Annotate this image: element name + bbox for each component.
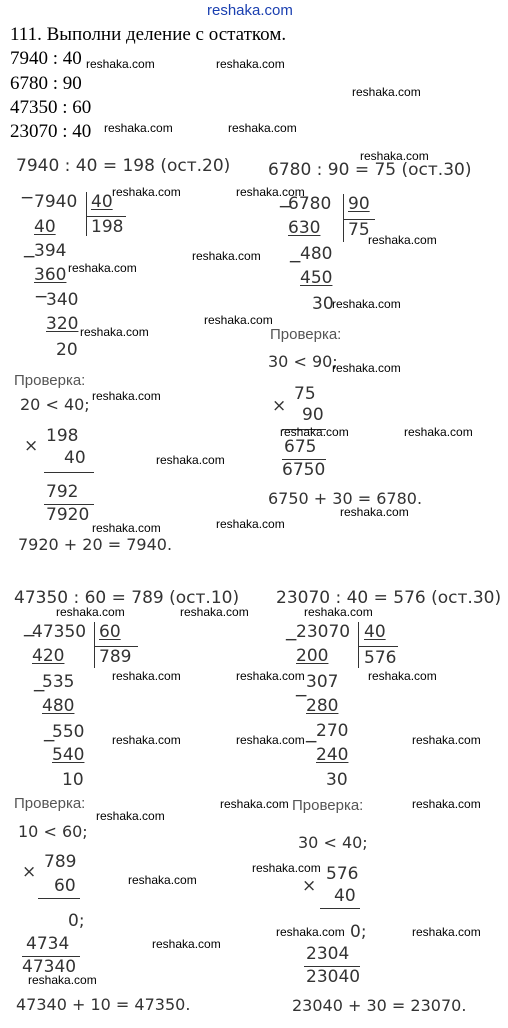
- division-bracket-vertical: [343, 194, 344, 242]
- partial-product: 675: [284, 437, 317, 457]
- step: 480: [300, 244, 333, 264]
- step: 360: [34, 265, 67, 285]
- solution-header: 7940 : 40 = 198 (ост.20): [16, 156, 231, 176]
- task-expr-3: 47350 : 60: [10, 97, 92, 118]
- product: 47340: [22, 957, 77, 977]
- remainder: 30: [326, 770, 348, 790]
- remainder-compare: 20 < 40;: [20, 395, 90, 414]
- step: 535: [42, 672, 75, 692]
- step: 550: [52, 722, 85, 742]
- minus-sign: −: [288, 252, 303, 272]
- watermark: reshaka.com: [368, 233, 437, 247]
- check-final: 47340 + 10 = 47350.: [16, 995, 191, 1014]
- check-label: Проверка:: [292, 797, 364, 814]
- quotient: 198: [91, 217, 124, 237]
- step: 280: [306, 696, 339, 716]
- step: 394: [34, 241, 67, 261]
- watermark: reshaka.com: [360, 149, 429, 163]
- product: 6750: [282, 460, 326, 480]
- watermark: reshaka.com: [192, 249, 261, 263]
- minus-sign: −: [42, 731, 57, 751]
- check-final: 7920 + 20 = 7940.: [18, 535, 173, 554]
- watermark: reshaka.com: [92, 389, 161, 403]
- division-bracket-vertical: [86, 192, 87, 236]
- quotient: 576: [364, 648, 397, 668]
- step: 200: [296, 646, 329, 666]
- watermark: reshaka.com: [96, 809, 165, 823]
- division-bracket-vertical: [94, 622, 95, 668]
- watermark: reshaka.com: [352, 85, 421, 99]
- times-sign: ×: [24, 436, 39, 456]
- watermark: reshaka.com: [216, 57, 285, 71]
- watermark: reshaka.com: [404, 425, 473, 439]
- times-sign: ×: [302, 876, 317, 896]
- times-sign: ×: [272, 396, 287, 416]
- product-line: [320, 908, 360, 909]
- watermark: reshaka.com: [304, 605, 373, 619]
- watermark: reshaka.com: [180, 605, 249, 619]
- check-label: Проверка:: [14, 795, 86, 812]
- divisor: 40: [364, 622, 386, 642]
- watermark: reshaka.com: [332, 361, 401, 375]
- watermark: reshaka.com: [112, 669, 181, 683]
- partial-product: 4734: [26, 934, 70, 954]
- watermark: reshaka.com: [156, 453, 225, 467]
- step: 270: [316, 721, 349, 741]
- watermark: reshaka.com: [236, 669, 305, 683]
- dividend: 47350: [32, 622, 87, 642]
- watermark: reshaka.com: [340, 505, 409, 519]
- dividend: 23070: [296, 622, 351, 642]
- product: 23040: [306, 967, 361, 987]
- watermark: reshaka.com: [56, 605, 125, 619]
- step: 240: [316, 745, 349, 765]
- watermark: reshaka.com: [236, 185, 305, 199]
- watermark: reshaka.com: [152, 937, 221, 951]
- quotient: 789: [99, 647, 132, 667]
- check-final: 6750 + 30 = 6780.: [268, 489, 423, 508]
- task-expr-2: 6780 : 90: [10, 73, 82, 94]
- remainder: 30: [312, 294, 334, 314]
- step: 340: [46, 290, 79, 310]
- watermark: reshaka.com: [280, 425, 349, 439]
- multiplier: 60: [54, 876, 76, 896]
- divisor: 90: [348, 194, 370, 214]
- remainder-compare: 30 < 90;: [268, 352, 338, 371]
- division-bracket-vertical: [358, 622, 359, 668]
- dividend: 7940: [34, 192, 78, 212]
- step: 480: [42, 696, 75, 716]
- division-bracket-horizontal: [358, 646, 398, 647]
- watermark: reshaka.com: [86, 57, 155, 71]
- minus-sign: −: [284, 630, 299, 650]
- watermark: reshaka.com: [216, 517, 285, 531]
- divisor: 60: [99, 622, 121, 642]
- solution-header: 47350 : 60 = 789 (ост.10): [14, 588, 240, 608]
- step: 40: [34, 217, 56, 237]
- check-label: Проверка:: [14, 372, 86, 389]
- multiplicand: 198: [46, 426, 79, 446]
- product-line: [44, 472, 94, 473]
- watermark: reshaka.com: [412, 925, 481, 939]
- watermark: reshaka.com: [236, 733, 305, 747]
- step: 320: [46, 314, 79, 334]
- remainder-compare: 30 < 40;: [298, 833, 368, 852]
- task-title: 111. Выполни деление с остатком.: [10, 24, 287, 45]
- task-expr-4: 23070 : 40: [10, 121, 92, 142]
- step: 630: [288, 218, 321, 238]
- watermark: reshaka.com: [412, 797, 481, 811]
- multiplier: 90: [302, 405, 324, 425]
- zero-row: 0;: [68, 911, 85, 931]
- watermark: reshaka.com: [104, 121, 173, 135]
- multiplier: 40: [64, 448, 86, 468]
- minus-sign: −: [22, 247, 37, 267]
- product: 7920: [46, 505, 90, 525]
- remainder: 20: [56, 340, 78, 360]
- watermark: reshaka.com: [28, 973, 97, 987]
- multiplicand: 576: [326, 864, 359, 884]
- check-final: 23040 + 30 = 23070.: [292, 996, 467, 1015]
- minus-sign: −: [20, 188, 35, 208]
- partial-product: 2304: [306, 944, 350, 964]
- watermark: reshaka.com: [276, 925, 345, 939]
- watermark: reshaka.com: [68, 261, 137, 275]
- step: 307: [306, 672, 339, 692]
- step: 450: [300, 268, 333, 288]
- watermark: reshaka.com: [220, 797, 289, 811]
- zero-row: 0;: [350, 922, 367, 942]
- watermark: reshaka.com: [128, 873, 197, 887]
- times-sign: ×: [22, 862, 37, 882]
- minus-sign: −: [304, 732, 319, 752]
- minus-sign: −: [22, 626, 37, 646]
- step: 540: [52, 745, 85, 765]
- remainder-compare: 10 < 60;: [18, 822, 88, 841]
- check-label: Проверка:: [270, 326, 342, 343]
- watermark: reshaka.com: [112, 185, 181, 199]
- dividend: 6780: [288, 194, 332, 214]
- multiplier: 40: [334, 886, 356, 906]
- watermark: reshaka.com: [252, 861, 321, 875]
- minus-sign: −: [294, 686, 309, 706]
- partial-product: 792: [46, 482, 79, 502]
- product-line: [38, 898, 80, 899]
- watermark: reshaka.com: [112, 733, 181, 747]
- task-expr-1: 7940 : 40: [10, 48, 82, 69]
- divisor: 40: [91, 192, 113, 212]
- minus-sign: −: [32, 681, 47, 701]
- watermark: reshaka.com: [368, 669, 437, 683]
- solution-header: 6780 : 90 = 75 (ост.30): [268, 160, 472, 180]
- watermark: reshaka.com: [80, 325, 149, 339]
- minus-sign: −: [34, 287, 49, 307]
- solution-header: 23070 : 40 = 576 (ост.30): [276, 588, 502, 608]
- watermark: reshaka.com: [332, 297, 401, 311]
- watermark: reshaka.com: [228, 121, 297, 135]
- step: 420: [32, 646, 65, 666]
- site-logo[interactable]: reshaka.com: [207, 2, 293, 19]
- multiplicand: 75: [294, 384, 316, 404]
- watermark: reshaka.com: [92, 521, 161, 535]
- quotient: 75: [348, 220, 370, 240]
- multiplicand: 789: [44, 852, 77, 872]
- minus-sign: −: [278, 197, 293, 217]
- remainder: 10: [62, 770, 84, 790]
- watermark: reshaka.com: [204, 313, 273, 327]
- watermark: reshaka.com: [412, 733, 481, 747]
